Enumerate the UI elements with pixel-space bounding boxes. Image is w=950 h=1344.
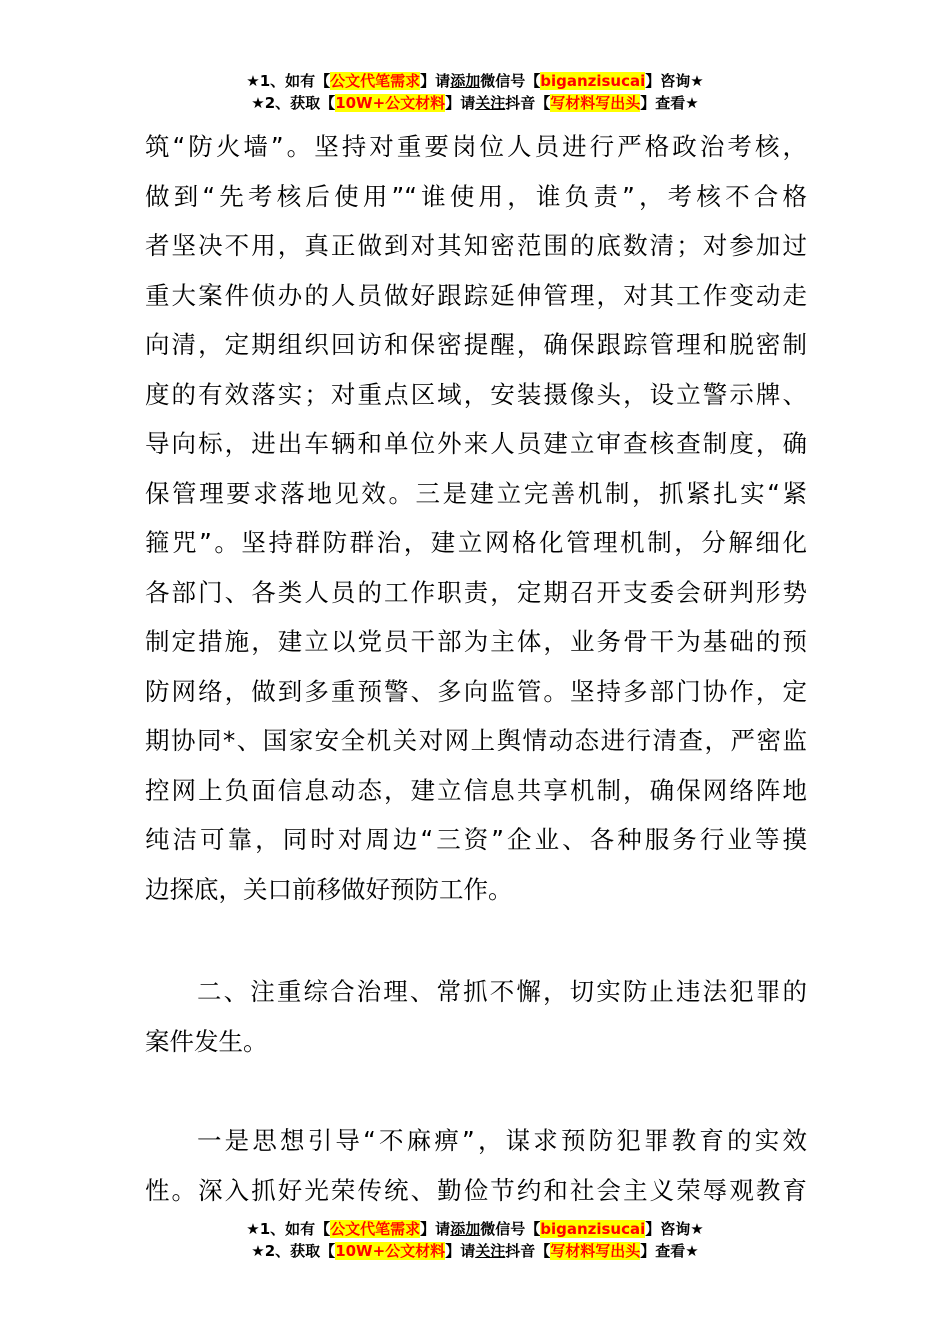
underlined-text: 添加: [450, 72, 481, 90]
highlight-wechat-id: biganzisucai: [540, 1220, 646, 1238]
text-line: 一是思想引导“不麻痹”，谋求预防犯罪教育的实效: [197, 1126, 807, 1155]
banner-text: ★2、获取【: [251, 94, 336, 112]
highlight-service: 公文代笔需求: [330, 1220, 421, 1238]
banner-line-2: [0, 1240, 950, 1262]
banner-text: 微信号【: [480, 1220, 541, 1238]
header-banner: [0, 70, 950, 114]
body-paragraph: [145, 122, 807, 914]
text-line: 性。深入抓好光荣传统、勤俭节约和社会主义荣辱观教育: [145, 1175, 807, 1205]
highlight-wechat-id: biganzisucai: [540, 72, 646, 90]
banner-text: ★2、获取【: [251, 1242, 336, 1260]
text-line: 保管理要求落地见效。三是建立完善机制，抓紧扎实“紧: [145, 478, 807, 508]
text-line: 案件发生。: [145, 1026, 268, 1056]
text-line: 做到“先考核后使用”“谁使用，谁负责”，考核不合格: [145, 181, 807, 211]
text-line: 重大案件侦办的人员做好跟踪延伸管理，对其工作变动走: [145, 280, 807, 310]
banner-text: 】查看★: [640, 94, 699, 112]
highlight-materials: 10W+公文材料: [335, 1242, 446, 1260]
text-line: 纯洁可靠，同时对周边“三资”企业、各种服务行业等摸: [145, 825, 807, 854]
underlined-text: 添加: [450, 1220, 481, 1238]
text-line: 防网络，做到多重预警、多向监管。坚持多部门协作，定: [145, 676, 807, 706]
text-line: 度的有效落实；对重点区域，安装摄像头，设立警示牌、: [145, 379, 807, 409]
text-line: 期协同*、国家安全机关对网上舆情动态进行清查，严密监: [145, 726, 807, 755]
underlined-text: 关注: [475, 94, 506, 112]
text-line: 筑“防火墙”。坚持对重要岗位人员进行严格政治考核，: [145, 132, 807, 161]
banner-line-2: [0, 92, 950, 114]
banner-text: 】请: [445, 94, 476, 112]
banner-text: 】咨询★: [645, 72, 704, 90]
banner-line-1: [0, 70, 950, 92]
banner-text: 抖音【: [505, 94, 551, 112]
highlight-douyin-account: 写材料写出头: [550, 94, 641, 112]
highlight-service: 公文代笔需求: [330, 72, 421, 90]
banner-text: 】请: [445, 1242, 476, 1260]
text-line: 导向标，进出车辆和单位外来人员建立审查核查制度，确: [145, 429, 807, 458]
banner-text: 】咨询★: [645, 1220, 704, 1238]
text-line: 向清，定期组织回访和保密提醒，确保跟踪管理和脱密制: [145, 330, 807, 359]
banner-text: 微信号【: [480, 72, 541, 90]
banner-line-1: [0, 1218, 950, 1240]
banner-text: 】请: [420, 1220, 451, 1238]
highlight-douyin-account: 写材料写出头: [550, 1242, 641, 1260]
underlined-text: 关注: [475, 1242, 506, 1260]
text-line: 箍咒”。坚持群防群治，建立网格化管理机制，分解细化: [145, 528, 807, 557]
text-line: 边探底，关口前移做好预防工作。: [145, 874, 513, 904]
text-line: 者坚决不用，真正做到对其知密范围的底数清；对参加过: [145, 231, 807, 260]
banner-text: ★1、如有【: [246, 72, 331, 90]
banner-text: 抖音【: [505, 1242, 551, 1260]
banner-text: 】查看★: [640, 1242, 699, 1260]
text-line: 各部门、各类人员的工作职责，定期召开支委会研判形势: [145, 577, 807, 607]
section-heading-paragraph: [145, 967, 807, 1066]
text-line: 二、注重综合治理、常抓不懈，切实防止违法犯罪的: [197, 977, 807, 1006]
banner-text: 】请: [420, 72, 451, 90]
text-line: 控网上负面信息动态，建立信息共享机制，确保网络阵地: [145, 775, 807, 805]
highlight-materials: 10W+公文材料: [335, 94, 446, 112]
body-paragraph: [145, 1116, 807, 1215]
footer-banner: [0, 1218, 950, 1262]
text-line: 制定措施，建立以党员干部为主体，业务骨干为基础的预: [145, 627, 807, 656]
banner-text: ★1、如有【: [246, 1220, 331, 1238]
